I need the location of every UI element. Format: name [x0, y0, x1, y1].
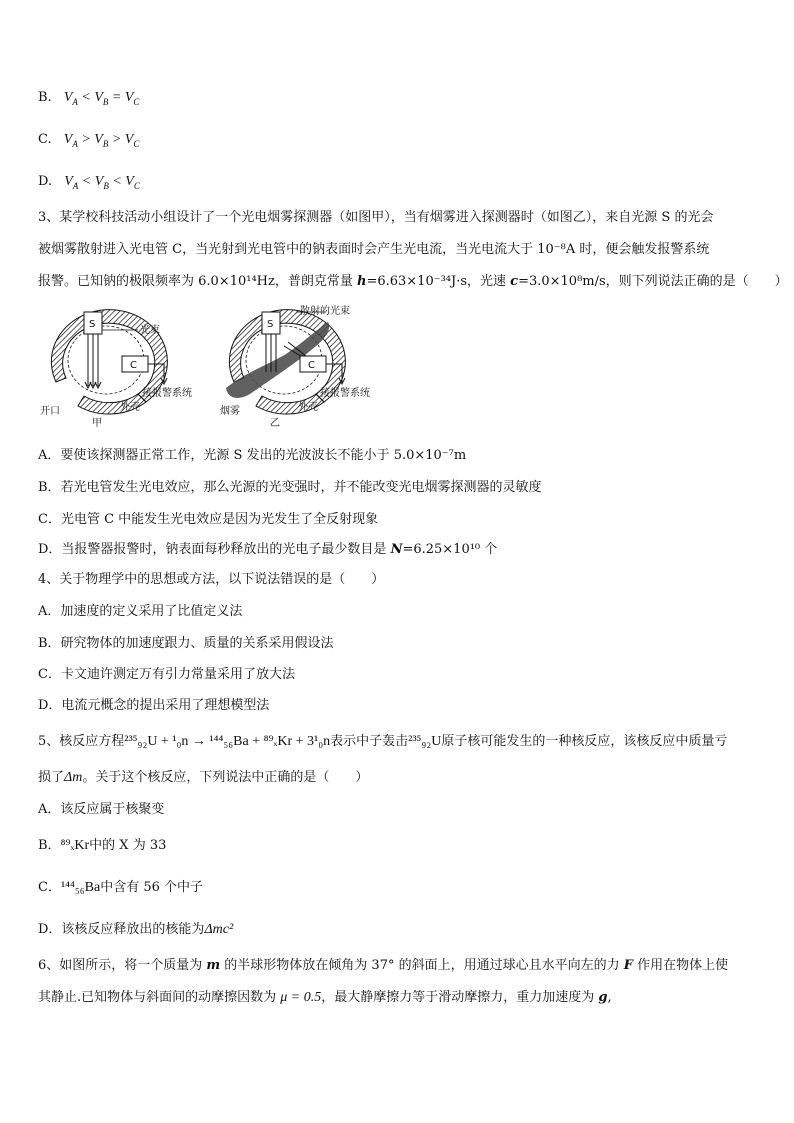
q3-option-a: A．要使该探测器正常工作，光源 S 发出的光波波长不能小于 5.0×10⁻⁷m [38, 448, 467, 463]
q2-option-c-expr: $V_A > V_B > V_C$ [63, 132, 140, 149]
q3-stem-line2: 被烟雾散射进入光电管 C，当光射到光电管中的钠表面时会产生光电流，当光电流大于 10⁻⁸A 时，便会触发报警系统 [38, 242, 710, 257]
q5-stem-line2: 损了Δm。关于这个核反应，下列说法中正确的是（ ） [38, 770, 369, 785]
yi-waike-label: 外壳 [298, 402, 318, 413]
q6-stem-line2: 其静止.已知物体与斜面间的动摩擦因数为 μ = 0.5，最大静摩擦力等于滑动摩擦力，重力加速度为 g, [38, 990, 612, 1005]
q3-option-d: D．当报警器报警时，钠表面每秒释放出的光电子最少数目是 N=6.25×10¹⁰ 个 [38, 542, 498, 557]
q4-option-b: B．研究物体的加速度跟力、质量的关系采用假设法 [38, 636, 334, 651]
svg-text:C: C [308, 360, 315, 371]
jia-guangshu-label: 光束 [140, 325, 160, 336]
q2-option-b-expr: $V_A < V_B = V_C$ [63, 90, 140, 107]
jia-kaikou-label: 开口 [40, 406, 60, 417]
q4-option-a: A．加速度的定义采用了比值定义法 [38, 604, 243, 619]
jia-jiebaojing-label: 接报警系统 [142, 388, 192, 399]
q2-option-d-expr: $V_A < V_B < V_C$ [64, 174, 140, 191]
q5-option-a: A．该反应属于核聚变 [38, 802, 165, 817]
figure-jia [40, 310, 192, 429]
q2-option-d [38, 172, 140, 196]
yi-sanshe-label: 散射的光束 [300, 306, 350, 317]
q4-option-d: D．电流元概念的提出采用了理想模型法 [38, 698, 270, 713]
q4-option-c: C．卡文迪许测定万有引力常量采用了放大法 [38, 667, 295, 682]
yi-jiebaojing-label: 接报警系统 [320, 388, 370, 399]
q2-option-b-label: B. [38, 90, 52, 105]
jia-c-label: C [130, 360, 137, 371]
q5-equation: ²³⁵₉₂U + ¹₀n → ¹⁴⁴₅₆Ba + ⁸⁹ₓKr + 3¹₀n [124, 734, 331, 749]
q6-stem-line1: 6、如图所示，将一个质量为 m 的半球形物体放在倾角为 37° 的斜面上，用通过球心且水平向左的力 F 作用在物体上使 [38, 958, 729, 973]
q5-option-c: C．¹⁴⁴₅₆Ba中含有 56 个中子 [38, 880, 204, 895]
svg-text:S: S [267, 319, 274, 330]
smoke-detector-figure [38, 302, 398, 430]
q3-stem-line3: 报警。已知钠的极限频率为 6.0×10¹⁴Hz，普朗克常量 h=6.63×10⁻³⁴J·s，光速 c=3.0×10⁸m/s，则下列说法正确的是（ ） [38, 274, 788, 289]
q5-option-b: B．⁸⁹ₓKr中的 X 为 33 [38, 838, 167, 853]
q2-option-c [38, 130, 139, 154]
figure-yi [220, 304, 370, 429]
q4-stem: 4、关于物理学中的思想或方法，以下说法错误的是（ ） [38, 572, 385, 587]
q3-stem-line1: 3、某学校科技活动小组设计了一个光电烟雾探测器（如图甲），当有烟雾进入探测器时（如图乙），来自光源 S 的光会 [38, 210, 714, 225]
q5-stem-line1: 5、核反应方程²³⁵₉₂U + ¹₀n → ¹⁴⁴₅₆Ba + ⁸⁹ₓKr + 3¹₀n表示中子轰击²³⁵₉₂U原子核可能发生的一种核反应，该核反应中质量亏 [38, 732, 727, 752]
q5-u235: ²³⁵₉₂U [408, 734, 442, 749]
q3-option-c: C．光电管 C 中能发生光电效应是因为光发生了全反射现象 [38, 512, 379, 527]
q3-option-b: B．若光电管发生光电效应，那么光源的光变强时，并不能改变光电烟雾探测器的灵敏度 [38, 480, 542, 495]
jia-source-label: S [89, 319, 96, 330]
jia-caption: 甲 [92, 418, 102, 429]
jia-waike-label: 外壳 [120, 402, 140, 413]
yi-yanwu-label: 烟雾 [220, 406, 240, 417]
q2-option-d-label: D. [38, 174, 53, 189]
q2-option-b [38, 88, 139, 112]
q2-option-c-label: C. [38, 132, 52, 147]
yi-caption: 乙 [270, 418, 280, 429]
q5-option-d: D．该核反应释放出的核能为Δmc² [38, 922, 234, 937]
